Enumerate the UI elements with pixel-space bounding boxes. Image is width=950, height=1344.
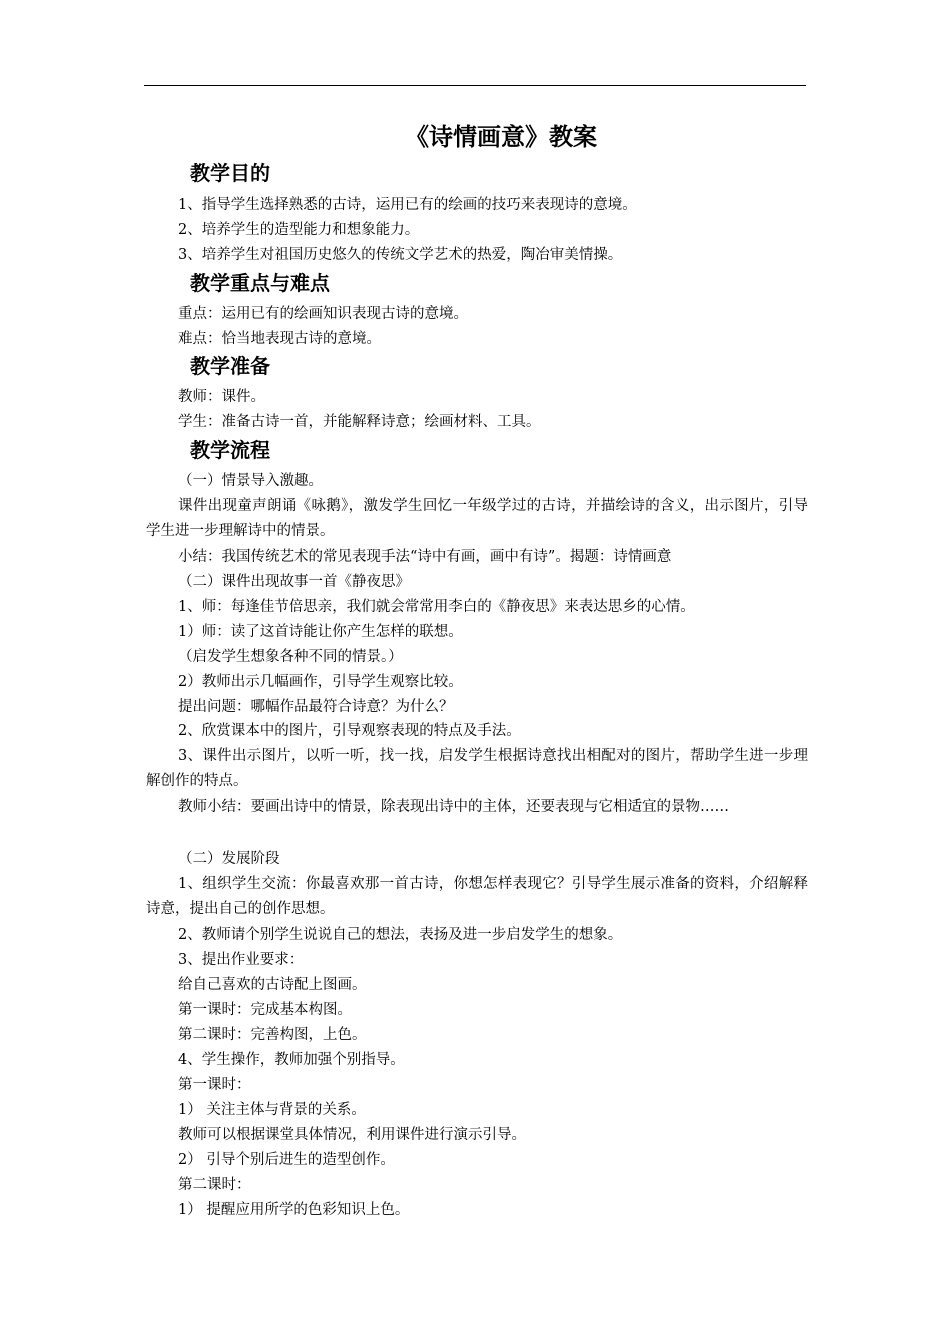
process-line: 第二课时：完善构图，上色。 <box>178 1027 367 1043</box>
process-line: 3、提出作业要求： <box>178 952 304 968</box>
process-line: （二）课件出现故事一首《静夜思》 <box>178 574 410 590</box>
process-line: 提出问题：哪幅作品最符合诗意？为什么？ <box>178 699 454 715</box>
process-line: 2）教师出示几幅画作，引导学生观察比较。 <box>178 674 463 690</box>
header-rule <box>144 85 806 86</box>
process-line: （启发学生想象各种不同的情景。） <box>178 649 403 665</box>
process-line: 第二课时： <box>178 1177 251 1193</box>
heading-objectives: 教学目的 <box>190 161 270 185</box>
document-title: 《诗情画意》教案 <box>405 123 597 151</box>
process-line: （一）情景导入激趣。 <box>178 473 323 489</box>
process-line: 1） 关注主体与背景的关系。 <box>178 1102 366 1118</box>
objective-item: 3、培养学生对祖国历史悠久的传统文学艺术的热爱，陶冶审美情操。 <box>178 247 623 263</box>
process-paragraph: 1、组织学生交流：你最喜欢那一首古诗，你想怎样表现它？引导学生展示准备的资料，介绍解释诗意，提出自己的创作思想。 <box>146 876 808 917</box>
process-line: 1、师：每逢佳节倍思亲，我们就会常常用李白的《静夜思》来表达思乡的心情。 <box>178 599 695 615</box>
process-line: （二）发展阶段 <box>178 851 280 867</box>
process-line: 教师可以根据课堂具体情况，利用课件进行演示引导。 <box>178 1127 526 1143</box>
preparation-item: 学生：准备古诗一首，并能解释诗意；绘画材料、工具。 <box>178 414 541 430</box>
process-paragraph: 3、课件出示图片，以听一听，找一找，启发学生根据诗意找出相配对的图片，帮助学生进一步理解创作的特点。 <box>146 748 808 789</box>
heading-preparation: 教学准备 <box>190 354 270 378</box>
process-line: 2） 引导个别后进生的造型创作。 <box>178 1152 395 1168</box>
objective-item: 2、培养学生的造型能力和想象能力。 <box>178 222 420 238</box>
objective-item: 1、指导学生选择熟悉的古诗，运用已有的绘画的技巧来表现诗的意境。 <box>178 197 637 213</box>
process-line: 小结：我国传统艺术的常见表现手法“诗中有画，画中有诗”。揭题：诗情画意 <box>178 549 672 565</box>
key-point-item: 重点：运用已有的绘画知识表现古诗的意境。 <box>178 306 468 322</box>
heading-process: 教学流程 <box>190 438 270 462</box>
process-line: 第一课时： <box>178 1077 251 1093</box>
process-paragraph: 课件出现童声朗诵《咏鹅》，激发学生回忆一年级学过的古诗，并描绘诗的含义，出示图片，引导学生进一步理解诗中的情景。 <box>146 498 808 539</box>
preparation-item: 教师：课件。 <box>178 389 265 405</box>
process-line: 1） 提醒应用所学的色彩知识上色。 <box>178 1202 410 1218</box>
process-line: 4、学生操作，教师加强个别指导。 <box>178 1052 405 1068</box>
process-line: 给自己喜欢的古诗配上图画。 <box>178 977 367 993</box>
key-point-item: 难点：恰当地表现古诗的意境。 <box>178 331 381 347</box>
process-line: 2、欣赏课本中的图片，引导观察表现的特点及手法。 <box>178 723 521 739</box>
process-paragraph: 教师小结：要画出诗中的情景，除表现出诗中的主体，还要表现与它相适宜的景物…… <box>178 799 729 815</box>
process-line: 第一课时：完成基本构图。 <box>178 1002 352 1018</box>
heading-key-points: 教学重点与难点 <box>190 271 330 295</box>
process-line: 2、教师请个别学生说说自己的想法，表扬及进一步启发学生的想象。 <box>178 927 623 943</box>
process-line: 1）师：读了这首诗能让你产生怎样的联想。 <box>178 624 463 640</box>
